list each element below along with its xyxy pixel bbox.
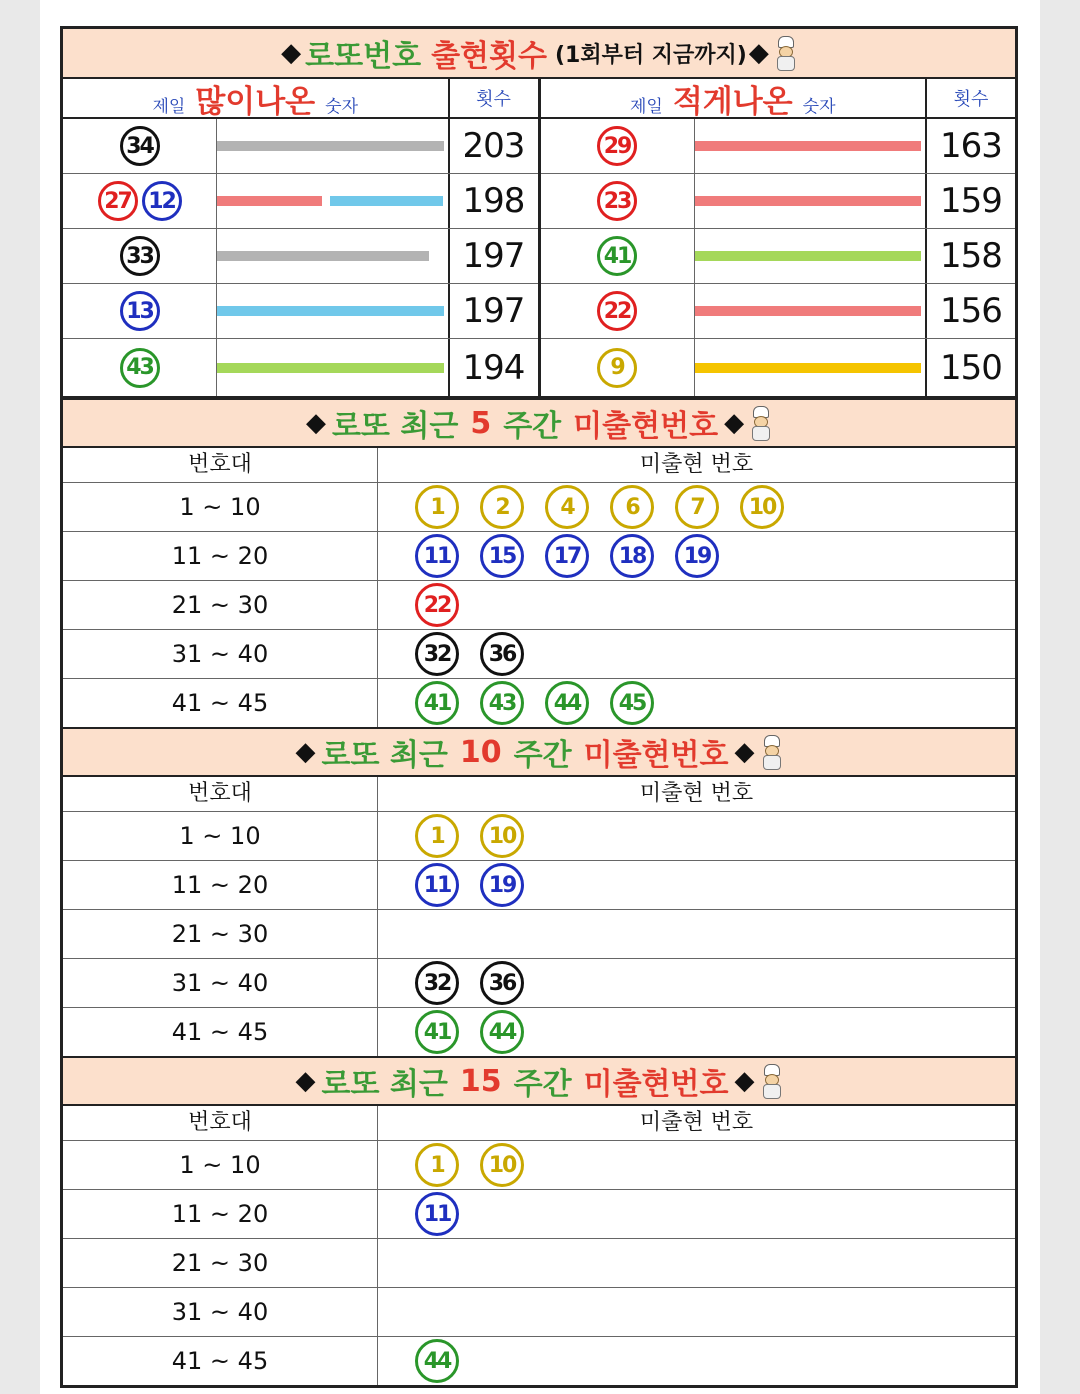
range-label: 11 ~ 20 — [63, 861, 378, 909]
bar-segment — [695, 363, 922, 373]
number-ball: 10 — [480, 814, 524, 858]
diamond-icon: ◆ — [295, 1066, 316, 1096]
number-ball: 34 — [120, 126, 160, 166]
page — [40, 0, 1040, 1394]
frequency-count: 150 — [925, 339, 1015, 396]
bar-segment — [217, 306, 444, 316]
missing-column-header: 미출현 번호 — [639, 781, 754, 806]
lotto-sheet — [60, 26, 1018, 1388]
section-header-row — [63, 777, 1015, 812]
missing-balls — [378, 630, 1015, 678]
frequency-table — [63, 79, 1015, 398]
least-pre-label: 제일 — [629, 96, 663, 117]
number-ball: 41 — [415, 1010, 459, 1054]
range-row — [63, 959, 1015, 1008]
number-ball: 15 — [480, 534, 524, 578]
diamond-icon: ◆ — [724, 408, 745, 438]
number-ball: 10 — [740, 485, 784, 529]
number-ball: 41 — [597, 236, 637, 276]
missing-balls — [378, 483, 1015, 531]
section-title-part: 주간 — [503, 409, 562, 444]
frequency-bar — [217, 339, 448, 396]
section-title-part: 10 — [459, 734, 502, 770]
range-row — [63, 1337, 1015, 1385]
missing-column-header: 미출현 번호 — [639, 1110, 754, 1135]
range-label: 1 ~ 10 — [63, 812, 378, 860]
title-note: (1회부터 지금까지) — [555, 42, 747, 68]
number-ball: 32 — [415, 632, 459, 676]
range-column-header: 번호대 — [63, 448, 378, 482]
section-title-part: 15 — [459, 1063, 502, 1099]
range-row — [63, 1239, 1015, 1288]
frequency-count: 197 — [448, 284, 538, 338]
most-row — [63, 119, 538, 174]
chef-icon — [759, 735, 783, 769]
bar-segment — [217, 363, 444, 373]
range-label: 41 ~ 45 — [63, 1337, 378, 1385]
range-label: 21 ~ 30 — [63, 910, 378, 958]
section-header-row — [63, 1106, 1015, 1141]
frequency-count: 198 — [448, 174, 538, 228]
least-row — [541, 284, 1016, 339]
most-row — [63, 174, 538, 229]
range-row — [63, 1288, 1015, 1337]
number-ball: 18 — [610, 534, 654, 578]
missing-balls — [378, 532, 1015, 580]
row-balls — [541, 339, 695, 396]
least-frequent-column — [538, 79, 1016, 396]
range-label: 41 ~ 45 — [63, 679, 378, 727]
section-rows — [63, 1141, 1015, 1385]
diamond-icon: ◆ — [748, 38, 769, 68]
row-balls — [541, 119, 695, 173]
missing-balls — [378, 861, 1015, 909]
least-rows — [541, 119, 1016, 396]
number-ball: 12 — [142, 181, 182, 221]
range-column-header: 번호대 — [63, 777, 378, 811]
most-post-label: 숫자 — [325, 96, 358, 117]
number-ball: 19 — [675, 534, 719, 578]
section-rows — [63, 812, 1015, 1056]
number-ball: 11 — [415, 1192, 459, 1236]
section-title-part: 주간 — [513, 1067, 572, 1102]
number-ball: 36 — [480, 961, 524, 1005]
frequency-bar — [695, 174, 926, 228]
number-ball: 13 — [120, 291, 160, 331]
missing-column-header: 미출현 번호 — [639, 452, 754, 477]
range-label: 11 ~ 20 — [63, 1190, 378, 1238]
number-ball: 32 — [415, 961, 459, 1005]
section-title-part: 5 — [470, 405, 492, 441]
number-ball: 6 — [610, 485, 654, 529]
bar-spacer — [437, 251, 444, 261]
frequency-count: 156 — [925, 284, 1015, 338]
range-label: 31 ~ 40 — [63, 630, 378, 678]
title-highlight: 출현횟수 — [431, 39, 547, 74]
diamond-icon: ◆ — [295, 737, 316, 767]
number-ball: 44 — [480, 1010, 524, 1054]
frequency-bar — [695, 229, 926, 283]
range-column-header: 번호대 — [63, 1106, 378, 1140]
bar-segment — [695, 196, 922, 206]
frequency-bar — [217, 174, 448, 228]
number-ball: 4 — [545, 485, 589, 529]
number-ball: 7 — [675, 485, 719, 529]
frequency-count: 197 — [448, 229, 538, 283]
missing-balls — [378, 1288, 1015, 1336]
most-count-header: 횟수 — [448, 79, 538, 117]
section-title-part: 미출현번호 — [583, 1067, 729, 1102]
frequency-bar — [695, 339, 926, 396]
bar-segment — [217, 251, 429, 261]
most-big-label: 많이나온 — [195, 83, 316, 120]
range-row — [63, 483, 1015, 532]
missing-balls — [378, 910, 1015, 958]
range-label: 21 ~ 30 — [63, 581, 378, 629]
number-ball: 33 — [120, 236, 160, 276]
number-ball: 36 — [480, 632, 524, 676]
range-label: 31 ~ 40 — [63, 1288, 378, 1336]
section-title-part: 미출현번호 — [583, 738, 729, 773]
frequency-bar — [695, 284, 926, 338]
number-ball: 11 — [415, 534, 459, 578]
row-balls — [63, 339, 217, 396]
range-label: 31 ~ 40 — [63, 959, 378, 1007]
most-row — [63, 339, 538, 396]
range-row — [63, 1141, 1015, 1190]
number-ball: 44 — [545, 681, 589, 725]
missing-balls — [378, 581, 1015, 629]
range-row — [63, 861, 1015, 910]
chef-icon — [759, 1064, 783, 1098]
row-balls — [541, 174, 695, 228]
diamond-icon: ◆ — [281, 38, 302, 68]
number-ball: 22 — [597, 291, 637, 331]
section-title-part: 로또 최근 — [321, 738, 448, 773]
number-ball: 11 — [415, 863, 459, 907]
missing-balls — [378, 1190, 1015, 1238]
title-main: 로또번호 — [305, 39, 422, 74]
most-header — [63, 79, 538, 119]
number-ball: 41 — [415, 681, 459, 725]
number-ball: 22 — [415, 583, 459, 627]
least-row — [541, 339, 1016, 396]
frequency-bar — [217, 284, 448, 338]
section-title — [63, 727, 1015, 777]
range-label: 1 ~ 10 — [63, 483, 378, 531]
bar-segment — [695, 306, 922, 316]
bar-segment — [695, 251, 922, 261]
missing-balls — [378, 959, 1015, 1007]
most-row — [63, 229, 538, 284]
range-label: 1 ~ 10 — [63, 1141, 378, 1189]
section-title — [63, 1056, 1015, 1106]
row-balls — [63, 229, 217, 283]
frequency-count: 194 — [448, 339, 538, 396]
missing-balls — [378, 1141, 1015, 1189]
bar-segment — [217, 141, 444, 151]
frequency-bar — [217, 229, 448, 283]
number-ball: 43 — [480, 681, 524, 725]
missing-balls — [378, 1239, 1015, 1287]
range-row — [63, 581, 1015, 630]
range-row — [63, 679, 1015, 727]
section-rows — [63, 483, 1015, 727]
missing-balls — [378, 1008, 1015, 1056]
number-ball: 10 — [480, 1143, 524, 1187]
most-rows — [63, 119, 538, 396]
missing-balls — [378, 1337, 1015, 1385]
range-label: 41 ~ 45 — [63, 1008, 378, 1056]
least-row — [541, 119, 1016, 174]
section-title-part: 주간 — [513, 738, 572, 773]
range-row — [63, 1008, 1015, 1056]
bar-segment — [217, 196, 322, 206]
range-row — [63, 1190, 1015, 1239]
missing-balls — [378, 679, 1015, 727]
least-row — [541, 229, 1016, 284]
row-balls — [63, 174, 217, 228]
section-title — [63, 398, 1015, 448]
diamond-icon: ◆ — [734, 737, 755, 767]
range-label: 11 ~ 20 — [63, 532, 378, 580]
section-title-part: 로또 최근 — [321, 1067, 448, 1102]
range-label: 21 ~ 30 — [63, 1239, 378, 1287]
number-ball: 44 — [415, 1339, 459, 1383]
number-ball: 1 — [415, 485, 459, 529]
least-count-header: 횟수 — [925, 79, 1015, 117]
most-row — [63, 284, 538, 339]
range-row — [63, 812, 1015, 861]
diamond-icon: ◆ — [734, 1066, 755, 1096]
range-row — [63, 910, 1015, 959]
frequency-bar — [217, 119, 448, 173]
diamond-icon: ◆ — [305, 408, 326, 438]
frequency-count: 203 — [448, 119, 538, 173]
least-big-label: 적게나온 — [672, 83, 793, 120]
frequency-count: 159 — [925, 174, 1015, 228]
chef-icon — [748, 406, 772, 440]
number-ball: 43 — [120, 348, 160, 388]
number-ball: 19 — [480, 863, 524, 907]
number-ball: 17 — [545, 534, 589, 578]
number-ball: 23 — [597, 181, 637, 221]
least-post-label: 숫자 — [802, 96, 836, 117]
row-balls — [541, 229, 695, 283]
frequency-count: 158 — [925, 229, 1015, 283]
bar-segment — [330, 196, 444, 206]
section-title-part: 로또 최근 — [331, 409, 459, 444]
page-title — [63, 29, 1015, 79]
least-row — [541, 174, 1016, 229]
number-ball: 1 — [415, 1143, 459, 1187]
frequency-bar — [695, 119, 926, 173]
row-balls — [63, 284, 217, 338]
row-balls — [541, 284, 695, 338]
range-row — [63, 532, 1015, 581]
number-ball: 1 — [415, 814, 459, 858]
bar-segment — [695, 141, 922, 151]
range-row — [63, 630, 1015, 679]
row-balls — [63, 119, 217, 173]
most-pre-label: 제일 — [152, 96, 186, 117]
number-ball: 9 — [597, 348, 637, 388]
number-ball: 2 — [480, 485, 524, 529]
most-frequent-column — [63, 79, 538, 396]
section-header-row — [63, 448, 1015, 483]
number-ball: 45 — [610, 681, 654, 725]
missing-number-sections — [63, 398, 1015, 1385]
number-ball: 27 — [98, 181, 138, 221]
least-header — [541, 79, 1016, 119]
frequency-count: 163 — [925, 119, 1015, 173]
missing-balls — [378, 812, 1015, 860]
section-title-part: 미출현번호 — [573, 409, 719, 444]
chef-icon — [773, 36, 797, 70]
number-ball: 29 — [597, 126, 637, 166]
